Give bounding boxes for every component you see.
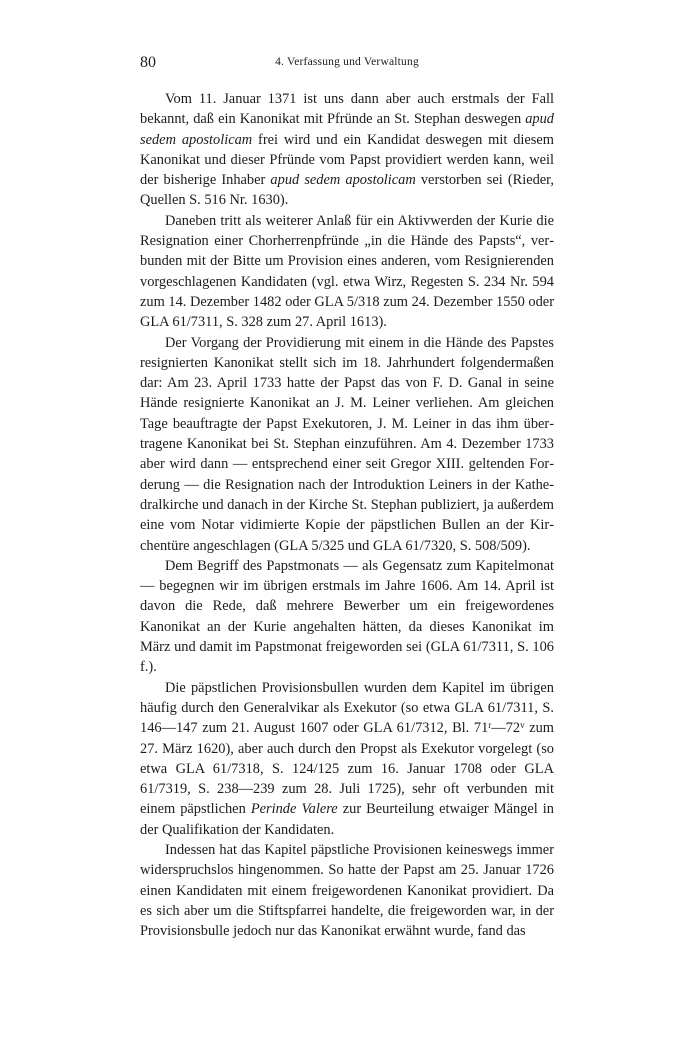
paragraph-6: Indessen hat das Kapitel päpstliche Provisionen keineswegs immer widerspruchslos hingenommen. So hatte der Papst am 25. Januar 1726 einen Kandidaten mit einem freigewordenen Kanonikat providiert. Da es sich aber um die Stiftspfarrei handelte, die freigeworden war, in der Provisionsbulle jedoch nur das Kanonikat erwähnt wurde, fand das <box>140 841 554 940</box>
paragraph-5-text-d: zur Beurteilung etwaiger Mängel in der Qualifikation der Kandidaten. <box>140 801 554 838</box>
page-header <box>140 54 554 76</box>
recto-mark: r <box>488 720 492 731</box>
paragraph-5-text-b: —72 <box>491 720 521 737</box>
running-title: 4. Verfassung und Verwaltung <box>275 56 419 68</box>
paragraph-5 <box>140 678 554 840</box>
paragraph-1-text-c: verstorben sei (Rieder, Quellen S. 516 Nr. 1630). <box>140 172 554 209</box>
latin-term: Perinde Valere <box>250 801 338 818</box>
paragraph-1 <box>140 89 554 211</box>
body-text <box>140 89 554 941</box>
verso-mark: v <box>520 720 525 731</box>
latin-term: apud sedem apostolicam <box>140 111 554 148</box>
paragraph-5-text-a: Die päpstlichen Provisionsbullen wurden dem Kapitel im übrigen häufig durch den Generalvikar als Exekutor (so etwa GLA 61/7311, S. 146—147 zum 21. August 1607 oder GLA 61/7312, Bl. 71 <box>140 679 554 737</box>
latin-term: apud sedem apostolicam <box>270 172 416 189</box>
paragraph-1-text-a: Vom 11. Januar 1371 ist uns dann aber auch erstmals der Fall bekannt, daß ein Kanonikat mit Pfründe an St. Stephan deswegen <box>140 91 554 128</box>
paragraph-4: Dem Begriff des Papstmonats — als Gegensatz zum Kapitelmonat — begegnen wir im übrigen erstmals im Jahre 1606. Am 14. April ist davon die Rede, daß mehrere Bewerber um ein freigewordenes Kanonikat an der Kurie angehalten hätten, da dieses Kanonikat im März und damit im Papstmonat freigeworden sei (GLA 61/7311, S. 106 f.). <box>140 557 554 676</box>
paragraph-5-text-c: zum 27. März 1620), aber auch durch den Propst als Exekutor vorgelegt (so etwa GLA 61/7318, S. 124/125 zum 16. Januar 1708 oder GLA 61/7319, S. 238—239 zum 28. Juli 1725), sehr oft verbunden mit einem päpstlichen <box>140 720 554 818</box>
page-number: 80 <box>140 54 156 71</box>
paragraph-1-text-b: frei wird und ein Kandidat deswegen mit diesem Kanonikat und dieser Pfründe vom Papst providiert werden kann, weil der bisherige Inhaber <box>140 131 554 189</box>
paragraph-2: Daneben tritt als weiterer Anlaß für ein Aktivwerden der Kurie die Resignation einer Chorherrenpfründe „in die Hände des Papsts“, verbunden mit der Bitte um Provision eines anderen, vom Resignierenden vorgeschlagenen Kandidaten (vgl. etwa Wirz, Regesten S. 234 Nr. 594 zum 14. Dezember 1482 oder GLA 5/318 zum 24. Dezember 1550 oder GLA 61/7311, S. 328 zum 27. April 1613). <box>140 212 554 331</box>
paragraph-3: Der Vorgang der Providierung mit einem in die Hände des Papstes resignierten Kanonikat stellt sich im 18. Jahrhundert folgendermaßen dar: Am 23. April 1733 hatte der Papst das von F. D. Ganal in seine Hände resignierte Kanonikat an J. M. Leiner verliehen. Am gleichen Tage beauftragte der Papst Exekutoren, J. M. Leiner in das ihm übertragene Kanonikat bei St. Stephan einzuführen. Am 4. Dezember 1733 aber wird dann — entsprechend einer seit Gregor XIII. geltenden Forderung — die Resignation nach der Introduktion Leiners in der Kathedralkirche und danach in der Kirche St. Stephan publiziert, ja außerdem eine vom Notar vidimierte Kopie der päpstlichen Bullen an der Kirchentüre angeschlagen (GLA 5/325 und GLA 61/7320, S. 508/509). <box>140 334 554 554</box>
